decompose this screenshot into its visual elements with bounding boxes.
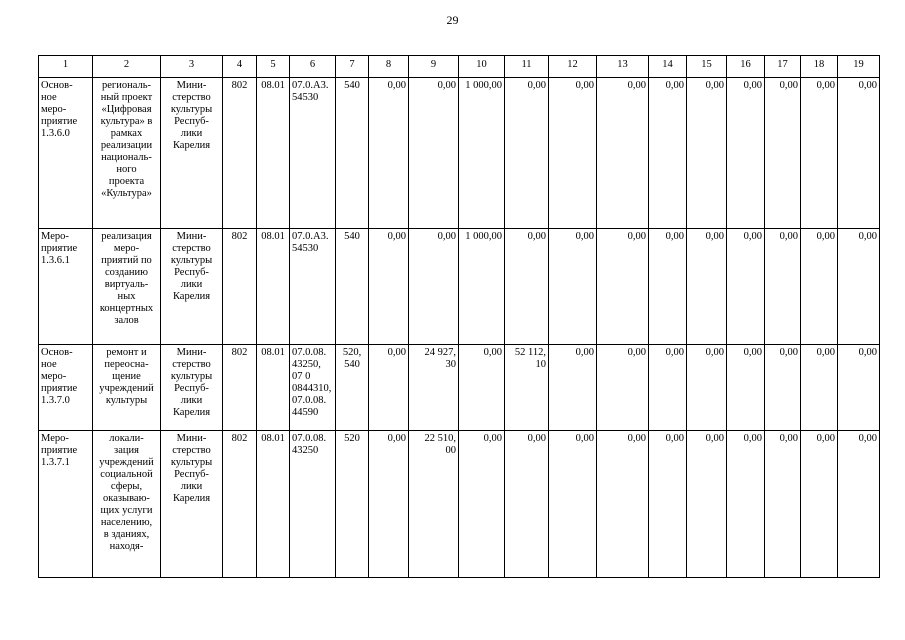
value-cell: 0,00 xyxy=(549,78,597,229)
column-header: 8 xyxy=(369,56,409,78)
executor-cell: Мини- стерство культуры Респуб- лики Карелия xyxy=(161,78,223,229)
target-article-cell: 07.0.08. 43250 xyxy=(290,431,336,578)
value-cell: 0,00 xyxy=(687,345,727,431)
value-cell: 0,00 xyxy=(687,78,727,229)
activity-name-cell: реализация меро- приятий по созданию виртуаль- ных концертных залов xyxy=(93,229,161,345)
column-header: 19 xyxy=(838,56,880,78)
value-cell: 0,00 xyxy=(597,229,649,345)
value-cell: 0,00 xyxy=(549,345,597,431)
value-cell: 0,00 xyxy=(649,345,687,431)
table-row xyxy=(39,229,880,345)
expense-type-cell: 540 xyxy=(336,78,369,229)
table-row xyxy=(39,78,880,229)
activity-code-cell: Меро- приятие 1.3.6.1 xyxy=(39,229,93,345)
expense-type-cell: 520 xyxy=(336,431,369,578)
column-header: 4 xyxy=(223,56,257,78)
value-cell: 0,00 xyxy=(597,431,649,578)
column-header: 5 xyxy=(257,56,290,78)
value-cell: 1 000,00 xyxy=(459,78,505,229)
column-header: 3 xyxy=(161,56,223,78)
column-header: 16 xyxy=(727,56,765,78)
grbs-cell: 802 xyxy=(223,229,257,345)
executor-cell: Мини- стерство культуры Респуб- лики Карелия xyxy=(161,345,223,431)
value-cell: 0,00 xyxy=(459,431,505,578)
activity-code-cell: Основ- ное меро- приятие 1.3.6.0 xyxy=(39,78,93,229)
value-cell: 0,00 xyxy=(369,229,409,345)
column-header: 7 xyxy=(336,56,369,78)
value-cell: 0,00 xyxy=(549,431,597,578)
value-cell: 0,00 xyxy=(838,78,880,229)
activity-name-cell: ремонт и переосна- щение учреждений культуры xyxy=(93,345,161,431)
expense-type-cell: 520, 540 xyxy=(336,345,369,431)
value-cell: 0,00 xyxy=(687,431,727,578)
value-cell: 1 000,00 xyxy=(459,229,505,345)
value-cell: 0,00 xyxy=(409,78,459,229)
value-cell: 0,00 xyxy=(838,345,880,431)
table-row xyxy=(39,345,880,431)
value-cell: 0,00 xyxy=(727,431,765,578)
value-cell: 0,00 xyxy=(369,345,409,431)
column-header: 17 xyxy=(765,56,801,78)
budget-table xyxy=(38,55,880,578)
grbs-cell: 802 xyxy=(223,431,257,578)
value-cell: 0,00 xyxy=(727,345,765,431)
column-header: 18 xyxy=(801,56,838,78)
target-article-cell: 07.0.08. 43250, 07 0 0844310, 07.0.08. 44590 xyxy=(290,345,336,431)
section-cell: 08.01 xyxy=(257,78,290,229)
value-cell: 0,00 xyxy=(765,229,801,345)
column-header: 6 xyxy=(290,56,336,78)
activity-code-cell: Меро- приятие 1.3.7.1 xyxy=(39,431,93,578)
value-cell: 0,00 xyxy=(801,229,838,345)
value-cell: 0,00 xyxy=(649,229,687,345)
value-cell: 0,00 xyxy=(801,431,838,578)
value-cell: 24 927, 30 xyxy=(409,345,459,431)
value-cell: 0,00 xyxy=(505,229,549,345)
grbs-cell: 802 xyxy=(223,78,257,229)
value-cell: 0,00 xyxy=(549,229,597,345)
column-header: 1 xyxy=(39,56,93,78)
section-cell: 08.01 xyxy=(257,345,290,431)
target-article-cell: 07.0.А3. 54530 xyxy=(290,78,336,229)
value-cell: 0,00 xyxy=(459,345,505,431)
table-row xyxy=(39,431,880,578)
value-cell: 0,00 xyxy=(649,78,687,229)
value-cell: 52 112, 10 xyxy=(505,345,549,431)
value-cell: 0,00 xyxy=(765,78,801,229)
value-cell: 0,00 xyxy=(649,431,687,578)
column-header: 9 xyxy=(409,56,459,78)
value-cell: 0,00 xyxy=(838,229,880,345)
column-header: 14 xyxy=(649,56,687,78)
value-cell: 0,00 xyxy=(727,78,765,229)
activity-name-cell: локали- зация учреждений социальной сферы, оказываю- щих услуги населению, в зданиях, находя- xyxy=(93,431,161,578)
expense-type-cell: 540 xyxy=(336,229,369,345)
value-cell: 0,00 xyxy=(409,229,459,345)
value-cell: 22 510, 00 xyxy=(409,431,459,578)
value-cell: 0,00 xyxy=(765,345,801,431)
value-cell: 0,00 xyxy=(369,78,409,229)
column-header: 2 xyxy=(93,56,161,78)
value-cell: 0,00 xyxy=(505,431,549,578)
activity-name-cell: региональ- ный проект «Цифровая культура» в рамках реализации националь- ного проекта «Культура» xyxy=(93,78,161,229)
value-cell: 0,00 xyxy=(765,431,801,578)
value-cell: 0,00 xyxy=(369,431,409,578)
value-cell: 0,00 xyxy=(801,345,838,431)
column-header: 10 xyxy=(459,56,505,78)
section-cell: 08.01 xyxy=(257,229,290,345)
value-cell: 0,00 xyxy=(687,229,727,345)
value-cell: 0,00 xyxy=(801,78,838,229)
value-cell: 0,00 xyxy=(505,78,549,229)
section-cell: 08.01 xyxy=(257,431,290,578)
activity-code-cell: Основ- ное меро- приятие 1.3.7.0 xyxy=(39,345,93,431)
grbs-cell: 802 xyxy=(223,345,257,431)
column-header: 13 xyxy=(597,56,649,78)
value-cell: 0,00 xyxy=(597,78,649,229)
executor-cell: Мини- стерство культуры Респуб- лики Карелия xyxy=(161,229,223,345)
value-cell: 0,00 xyxy=(727,229,765,345)
column-header: 11 xyxy=(505,56,549,78)
target-article-cell: 07.0.А3. 54530 xyxy=(290,229,336,345)
page-number: 29 xyxy=(446,13,459,27)
column-header: 15 xyxy=(687,56,727,78)
column-number-row xyxy=(39,56,880,78)
column-header: 12 xyxy=(549,56,597,78)
value-cell: 0,00 xyxy=(597,345,649,431)
value-cell: 0,00 xyxy=(838,431,880,578)
executor-cell: Мини- стерство культуры Респуб- лики Карелия xyxy=(161,431,223,578)
